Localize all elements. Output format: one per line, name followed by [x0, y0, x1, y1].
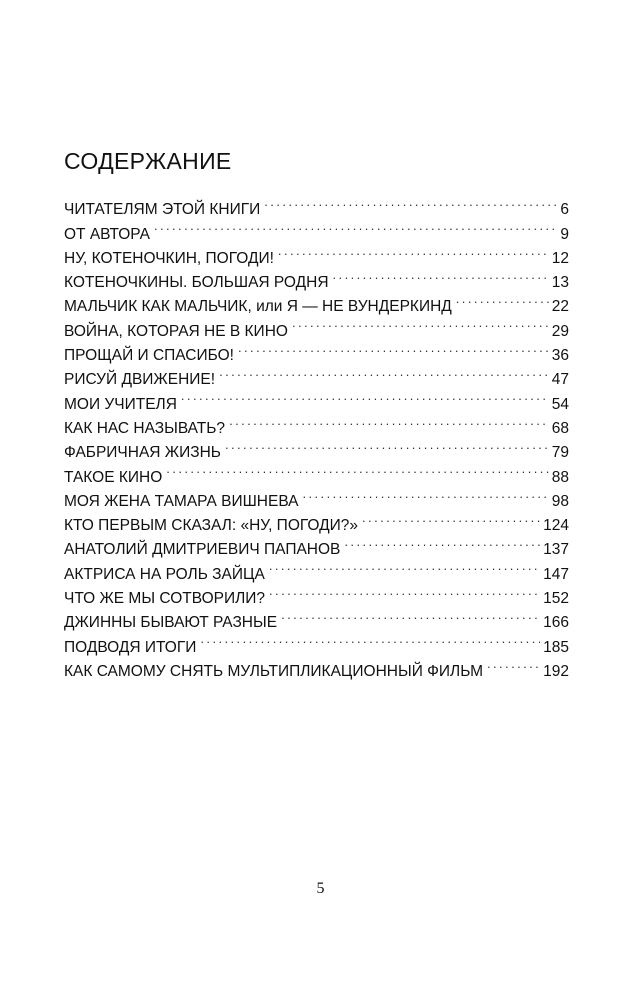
toc-entry-title: ВОЙНА, КОТОРАЯ НЕ В КИНО [64, 320, 292, 344]
dot-leader [269, 554, 540, 578]
dot-leader [229, 409, 549, 433]
toc-entry-page: 192 [540, 660, 569, 684]
toc-entry-page: 6 [556, 198, 569, 222]
dot-leader [219, 360, 549, 384]
dot-leader [181, 384, 549, 408]
toc-entry-page: 166 [540, 611, 569, 635]
toc-entry-title: КАК НАС НАЗЫВАТЬ? [64, 417, 229, 441]
toc-entry-page: 12 [549, 247, 569, 271]
toc-entry-page: 68 [549, 417, 569, 441]
page-title: СОДЕРЖАНИЕ [64, 148, 232, 174]
dot-leader [362, 506, 540, 530]
dot-leader [487, 652, 540, 676]
dot-leader [278, 239, 549, 263]
toc-entry-title: ТАКОЕ КИНО [64, 466, 166, 490]
page-number: 5 [316, 880, 325, 897]
toc-entry-title: ПРОЩАЙ И СПАСИБО! [64, 344, 238, 368]
toc-entry-title: ДЖИННЫ БЫВАЮТ РАЗНЫЕ [64, 611, 281, 635]
toc-entry-title: КАК САМОМУ СНЯТЬ МУЛЬТИПЛИКАЦИОННЫЙ ФИЛЬМ [64, 660, 487, 684]
dot-leader [166, 457, 548, 481]
toc-entry-page: 98 [549, 490, 569, 514]
dot-leader [200, 627, 540, 651]
dot-leader [264, 190, 556, 214]
dot-leader [292, 311, 549, 335]
toc-entry-title: АНАТОЛИЙ ДМИТРИЕВИЧ ПАПАНОВ [64, 538, 344, 562]
toc-entry-title: ПОДВОДЯ ИТОГИ [64, 636, 200, 660]
toc-entry-title: АКТРИСА НА РОЛЬ ЗАЙЦА [64, 563, 269, 587]
toc-entry-title: ЧТО ЖЕ МЫ СОТВОРИЛИ? [64, 587, 269, 611]
toc-entry-title: РИСУЙ ДВИЖЕНИЕ! [64, 368, 219, 392]
toc-entry-title: НУ, КОТЕНОЧКИН, ПОГОДИ! [64, 247, 278, 271]
toc-entry-page: 137 [540, 538, 569, 562]
dot-leader [344, 530, 540, 554]
table-of-contents [64, 190, 569, 680]
dot-leader [281, 603, 540, 627]
toc-entry-title: КОТЕНОЧКИНЫ. БОЛЬШАЯ РОДНЯ [64, 271, 333, 295]
toc-entry-page: 54 [549, 393, 569, 417]
dot-leader [302, 482, 548, 506]
toc-entry-page: 185 [540, 636, 569, 660]
dot-leader [269, 579, 540, 603]
toc-entry-page: 22 [549, 295, 569, 319]
toc-entry-page: 36 [549, 344, 569, 368]
toc-entry-page: 147 [540, 563, 569, 587]
toc-entry-page: 124 [540, 514, 569, 538]
toc-entry-title: КТО ПЕРВЫМ СКАЗАЛ: «НУ, ПОГОДИ?» [64, 514, 362, 538]
toc-entry-page: 47 [549, 368, 569, 392]
toc-entry-title: ОТ АВТОРА [64, 223, 154, 247]
toc-entry-title: МАЛЬЧИК КАК МАЛЬЧИК, или Я — НЕ ВУНДЕРКИНД [64, 295, 456, 319]
toc-entry-page: 79 [549, 441, 569, 465]
toc-entry-page: 29 [549, 320, 569, 344]
dot-leader [333, 263, 549, 287]
dot-leader [154, 214, 556, 238]
toc-entry-title: ФАБРИЧНАЯ ЖИЗНЬ [64, 441, 225, 465]
toc-entry-page: 13 [549, 271, 569, 295]
toc-entry-page: 152 [540, 587, 569, 611]
dot-leader [225, 433, 549, 457]
toc-entry-title: МОИ УЧИТЕЛЯ [64, 393, 181, 417]
toc-entry-page: 88 [549, 466, 569, 490]
toc-entry-page: 9 [556, 223, 569, 247]
toc-entry-title: ЧИТАТЕЛЯМ ЭТОЙ КНИГИ [64, 198, 264, 222]
dot-leader [456, 287, 549, 311]
toc-entry [64, 190, 569, 219]
toc-entry-title: МОЯ ЖЕНА ТАМАРА ВИШНЕВА [64, 490, 302, 514]
dot-leader [238, 336, 549, 360]
